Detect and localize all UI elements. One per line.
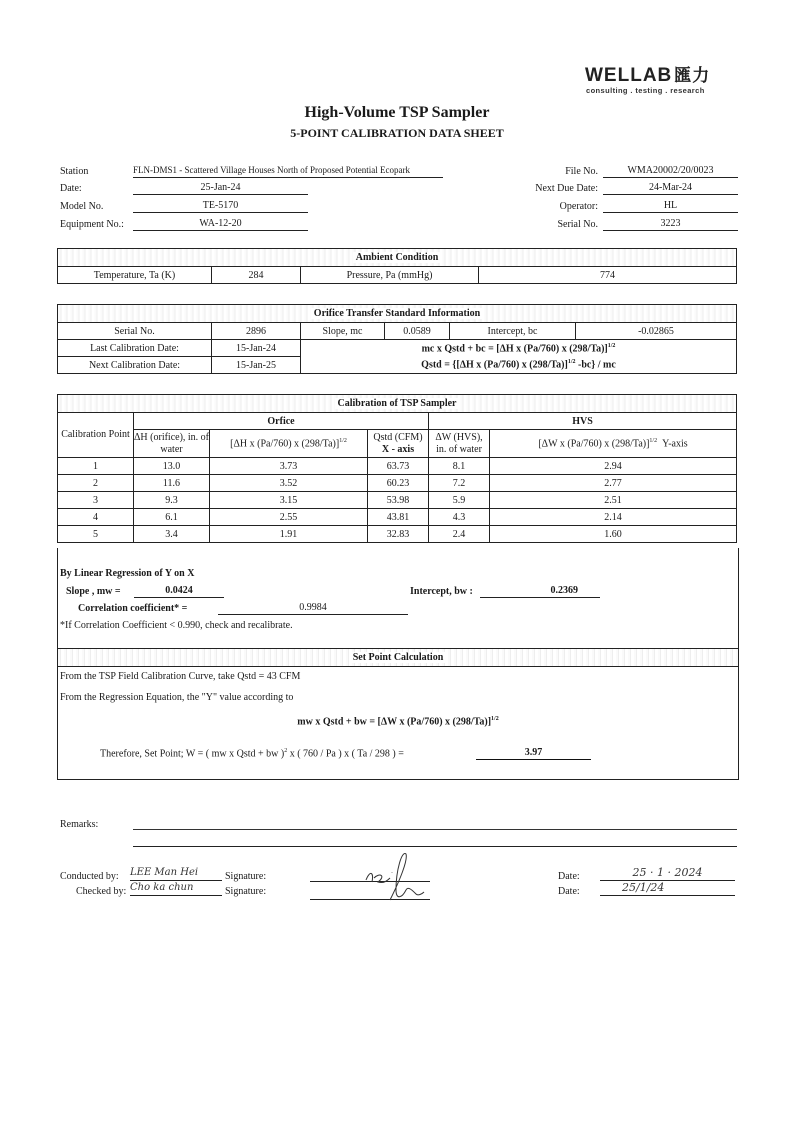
ambient-condition-table	[57, 248, 737, 284]
cell-qstd: 32.83	[368, 526, 429, 543]
logo-brand: WELLAB	[585, 65, 673, 86]
file-no-label: File No.	[565, 166, 598, 177]
correlation-note: *If Correlation Coefficient < 0.990, check and recalibrate.	[60, 620, 293, 631]
next-due-value: 24-Mar-24	[603, 181, 738, 195]
calibration-table	[57, 394, 737, 543]
col-delta-w-formula: [ΔW x (Pa/760) x (298/Ta)]$^{1/2}$ Y-axis	[490, 430, 737, 458]
cell-point: 3	[58, 492, 134, 509]
logo-tagline: consulting . testing . research	[586, 86, 705, 95]
handwritten-signature-icon	[360, 850, 440, 905]
document-title: High-Volume TSP Sampler	[304, 104, 490, 121]
last-calibration-value: 15-Jan-24	[212, 340, 301, 357]
cell-delta-h-corrected: 3.73	[210, 458, 368, 475]
checked-date-value: 25/1/24	[600, 881, 735, 896]
slope-mw-value: 0.0424	[134, 584, 224, 598]
set-point-heading: Set Point Calculation	[58, 649, 738, 667]
pressure-label: Pressure, Pa (mmHg)	[301, 267, 479, 284]
group-hvs-header: HVS	[429, 413, 737, 430]
intercept-bw-value: 0.2369	[480, 584, 600, 598]
cell-delta-h: 6.1	[134, 509, 210, 526]
cell-delta-w: 8.1	[429, 458, 490, 475]
col-qstd: Qstd (CFM) X - axis	[368, 430, 429, 458]
operator-value: HL	[603, 199, 738, 213]
cell-delta-h: 9.3	[134, 492, 210, 509]
cell-point: 2	[58, 475, 134, 492]
next-calibration-label: Next Calibration Date:	[58, 357, 212, 374]
cell-delta-w: 4.3	[429, 509, 490, 526]
station-label: Station	[60, 166, 89, 177]
equipment-label: Equipment No.:	[60, 219, 124, 230]
calibration-heading: Calibration of TSP Sampler	[58, 395, 737, 413]
col-delta-h-formula: [ΔH x (Pa/760) x (298/Ta)]$^{1/2}$	[210, 430, 368, 458]
file-no-value: WMA20002/20/0023	[603, 164, 738, 178]
orifice-intercept-value: -0.02865	[576, 323, 737, 340]
cell-qstd: 53.98	[368, 492, 429, 509]
temperature-label: Temperature, Ta (K)	[58, 267, 212, 284]
col-delta-h: ΔH (orifice), in. of water	[134, 430, 210, 458]
remarks-line-2[interactable]	[133, 846, 737, 847]
cell-point: 5	[58, 526, 134, 543]
cell-delta-w-corrected: 1.60	[490, 526, 737, 543]
intercept-bw-label: Intercept, bw :	[410, 586, 473, 597]
orifice-serial-label: Serial No.	[58, 323, 212, 340]
regression-section	[57, 548, 739, 649]
document-subtitle: 5-POINT CALIBRATION DATA SHEET	[290, 126, 504, 140]
temperature-value: 284	[212, 267, 301, 284]
orifice-info-table	[57, 304, 737, 374]
col-delta-w: ΔW (HVS), in. of water	[429, 430, 490, 458]
calibration-row	[58, 526, 737, 543]
cell-delta-w-corrected: 2.94	[490, 458, 737, 475]
calibration-row	[58, 492, 737, 509]
regression-heading: By Linear Regression of Y on X	[60, 568, 195, 579]
col-calibration-point: Calibration Point	[58, 413, 134, 458]
orifice-serial-value: 2896	[212, 323, 301, 340]
regression-equation: mw x Qstd + bw = [ΔW x (Pa/760) x (298/Ta)]$^{1/2}$	[297, 716, 499, 728]
remarks-line-1[interactable]	[133, 829, 737, 830]
cell-delta-w-corrected: 2.14	[490, 509, 737, 526]
set-point-line-2: From the Regression Equation, the "Y" value according to	[60, 692, 294, 703]
checked-date-label: Date:	[558, 886, 580, 897]
correlation-value: 0.9984	[218, 601, 408, 615]
ambient-condition-heading: Ambient Condition	[58, 249, 737, 267]
next-calibration-value: 15-Jan-25	[212, 357, 301, 374]
cell-qstd: 60.23	[368, 475, 429, 492]
model-value: TE-5170	[133, 199, 308, 213]
cell-delta-h: 11.6	[134, 475, 210, 492]
calibration-row	[58, 509, 737, 526]
cell-qstd: 63.73	[368, 458, 429, 475]
orifice-slope-label: Slope, mc	[301, 323, 385, 340]
equipment-value: WA-12-20	[133, 217, 308, 231]
logo-brand-cjk: 匯力	[674, 66, 711, 85]
serial-no-value: 3223	[603, 217, 738, 231]
orifice-formula-1: mc x Qstd + bc = [ΔH x (Pa/760) x (298/Ta)]$^{1/2}$	[301, 340, 737, 357]
set-point-line-1: From the TSP Field Calibration Curve, take Qstd = 43 CFM	[60, 671, 301, 682]
next-due-label: Next Due Date:	[535, 183, 598, 194]
cell-delta-h-corrected: 3.15	[210, 492, 368, 509]
operator-label: Operator:	[559, 201, 598, 212]
set-point-formula: Therefore, Set Point; W = ( mw x Qstd + bw )$^2$ x ( 760 / Pa ) x ( Ta / 298 ) =	[100, 748, 404, 760]
orifice-info-heading: Orifice Transfer Standard Information	[58, 305, 737, 323]
cell-delta-h-corrected: 3.52	[210, 475, 368, 492]
conducted-date-value: 25 · 1 · 2024	[600, 866, 735, 881]
cell-delta-w-corrected: 2.51	[490, 492, 737, 509]
checked-by-value: Cho ka chun	[130, 881, 222, 896]
conducted-by-label: Conducted by:	[60, 871, 119, 882]
cell-point: 1	[58, 458, 134, 475]
last-calibration-label: Last Calibration Date:	[58, 340, 212, 357]
set-point-section	[57, 648, 739, 780]
cell-delta-h-corrected: 1.91	[210, 526, 368, 543]
conducted-by-value: LEE Man Hei	[130, 866, 222, 881]
slope-mw-label: Slope , mw =	[66, 586, 121, 597]
calibration-row	[58, 475, 737, 492]
cell-delta-w: 5.9	[429, 492, 490, 509]
serial-no-label: Serial No.	[557, 219, 598, 230]
orifice-slope-value: 0.0589	[385, 323, 450, 340]
date-label: Date:	[60, 183, 82, 194]
cell-delta-h-corrected: 2.55	[210, 509, 368, 526]
conducted-signature-label: Signature:	[225, 871, 267, 882]
date-value: 25-Jan-24	[133, 181, 308, 195]
cell-delta-w: 2.4	[429, 526, 490, 543]
cell-qstd: 43.81	[368, 509, 429, 526]
orifice-intercept-label: Intercept, bc	[450, 323, 576, 340]
cell-delta-h: 13.0	[134, 458, 210, 475]
cell-point: 4	[58, 509, 134, 526]
orifice-formula-2: Qstd = {[ΔH x (Pa/760) x (298/Ta)]$^{1/2}$ -bc} / mc	[301, 357, 737, 374]
conducted-date-label: Date:	[558, 871, 580, 882]
wellab-logo	[585, 66, 745, 95]
remarks-label: Remarks:	[60, 819, 99, 830]
checked-by-label: Checked by:	[76, 886, 127, 897]
model-label: Model No.	[60, 201, 104, 212]
group-orifice-header: Orfice	[134, 413, 429, 430]
cell-delta-w-corrected: 2.77	[490, 475, 737, 492]
checked-signature-label: Signature:	[225, 886, 267, 897]
set-point-result: 3.97	[476, 746, 591, 760]
station-value: FLN-DMS1 - Scattered Village Houses North of Proposed Potential Ecopark	[133, 164, 443, 178]
correlation-label: Correlation coefficient* =	[78, 603, 188, 614]
pressure-value: 774	[479, 267, 737, 284]
cell-delta-h: 3.4	[134, 526, 210, 543]
calibration-row	[58, 458, 737, 475]
cell-delta-w: 7.2	[429, 475, 490, 492]
